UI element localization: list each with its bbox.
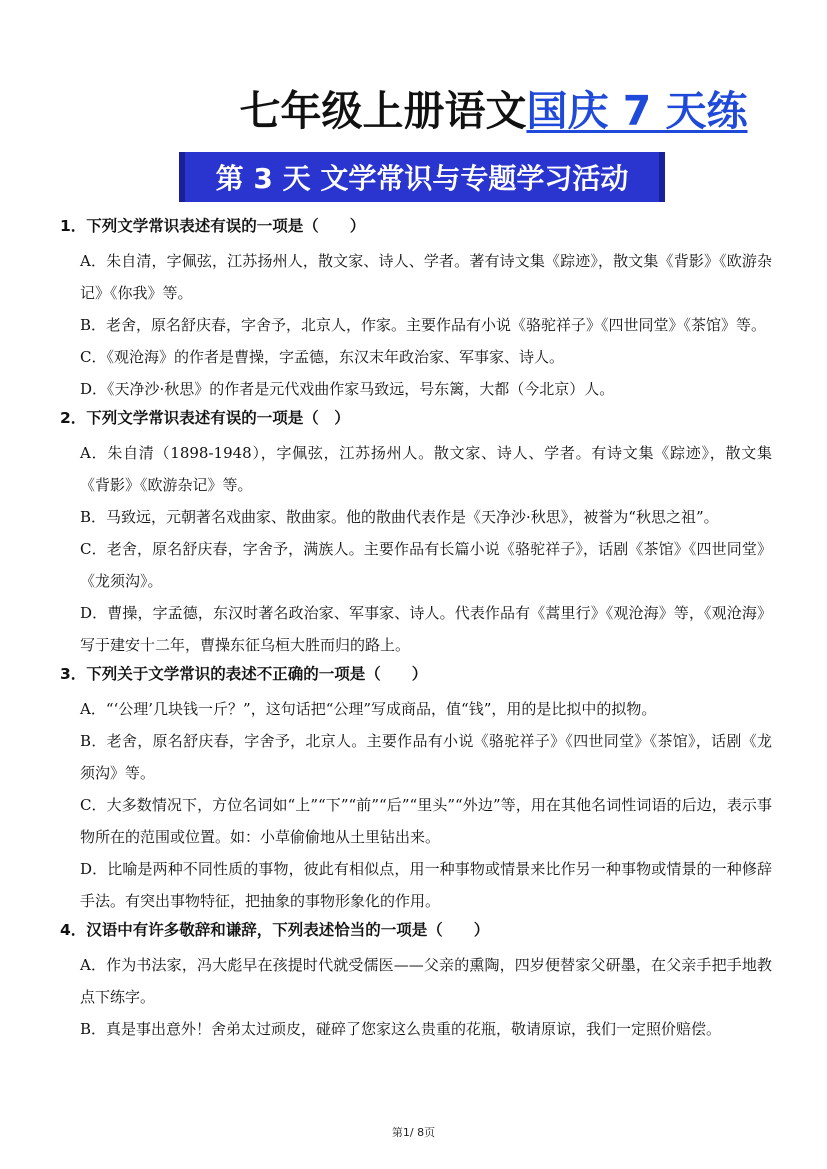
- page-number: 第1/ 8页: [391, 1126, 436, 1139]
- section-banner: [185, 152, 659, 202]
- question-list: [60, 215, 772, 1045]
- banner-text: 第 3 天 文学常识与专题学习活动: [215, 162, 629, 195]
- option-a: A．朱自清，字佩弦，江苏扬州人，散文家、诗人、学者。著有诗文集《踪迹》，散文集《背影》《欧游杂记》《你我》等。: [80, 252, 772, 302]
- question-2: [60, 407, 772, 661]
- banner-right-edge: [659, 152, 665, 202]
- option-d: D．比喻是两种不同性质的事物，彼此有相似点，用一种事物或情景来比作另一种事物或情景的一种修辞手法。有突出事物特征，把抽象的事物形象化的作用。: [80, 860, 772, 910]
- option-b: B．马致远，元朝著名戏曲家、散曲家。他的散曲代表作是《天净沙·秋思》，被誉为“秋思之祖”。: [80, 508, 719, 526]
- option-d: D．曹操，字孟德，东汉时著名政治家、军事家、诗人。代表作品有《蒿里行》《观沧海》等，《观沧海》写于建安十二年，曹操东征乌桓大胜而归的路上。: [80, 604, 772, 654]
- banner-left-edge: [179, 152, 185, 202]
- option-c: C．《观沧海》的作者是曹操，字孟德，东汉末年政治家、军事家、诗人。: [80, 348, 564, 366]
- option-b: B．老舍，原名舒庆春，字舍予，北京人。主要作品有小说《骆驼祥子》《四世同堂》《茶馆》，话剧《龙须沟》等。: [80, 732, 772, 782]
- question-4: [60, 919, 772, 1045]
- question-3: [60, 663, 772, 917]
- option-a: A．朱自清（1898-1948），字佩弦，江苏扬州人。散文家、诗人、学者。有诗文集《踪迹》，散文集《背影》《欧游杂记》等。: [80, 444, 772, 494]
- option-b: B．老舍，原名舒庆春，字舍予，北京人，作家。主要作品有小说《骆驼祥子》《四世同堂》《茶馆》等。: [80, 316, 767, 334]
- option-a: A．作为书法家，冯大彪早在孩提时代就受儒医——父亲的熏陶，四岁便替家父研墨，在父亲手把手地教点下练字。: [80, 956, 772, 1006]
- question-stem: 3．下列关于文学常识的表述不正确的一项是（ ）: [60, 665, 428, 683]
- question-stem: 4．汉语中有许多敬辞和谦辞，下列表述恰当的一项是（ ）: [60, 921, 490, 939]
- title-main: 七年级上册语文: [239, 87, 527, 135]
- title-highlight-link[interactable]: 国庆 7 天练: [526, 87, 748, 135]
- question-1: [60, 215, 772, 405]
- option-a: A．“‘公理’几块钱一斤？”，这句话把“公理”写成商品，值“钱”，用的是比拟中的拟物。: [80, 700, 657, 718]
- option-c: C．老舍，原名舒庆春，字舍予，满族人。主要作品有长篇小说《骆驼祥子》，话剧《茶馆》《四世同堂》《龙须沟》。: [80, 540, 772, 590]
- question-stem: 2．下列文学常识表述有误的一项是（ ）: [60, 409, 350, 427]
- option-c: C．大多数情况下，方位名词如“上”“下”“前”“后”“里头”“外边”等，用在其他名词性词语的后边，表示事物所在的范围或位置。如：小草偷偷地从土里钻出来。: [80, 796, 772, 846]
- question-stem: 1．下列文学常识表述有误的一项是（ ）: [60, 217, 366, 235]
- option-b: B．真是事出意外！舍弟太过顽皮，碰碎了您家这么贵重的花瓶，敬请原谅，我们一定照价赔偿。: [80, 1020, 722, 1038]
- page-title: [0, 78, 827, 137]
- option-d: D．《天净沙·秋思》的作者是元代戏曲作家马致远，号东篱，大都（今北京）人。: [80, 380, 615, 398]
